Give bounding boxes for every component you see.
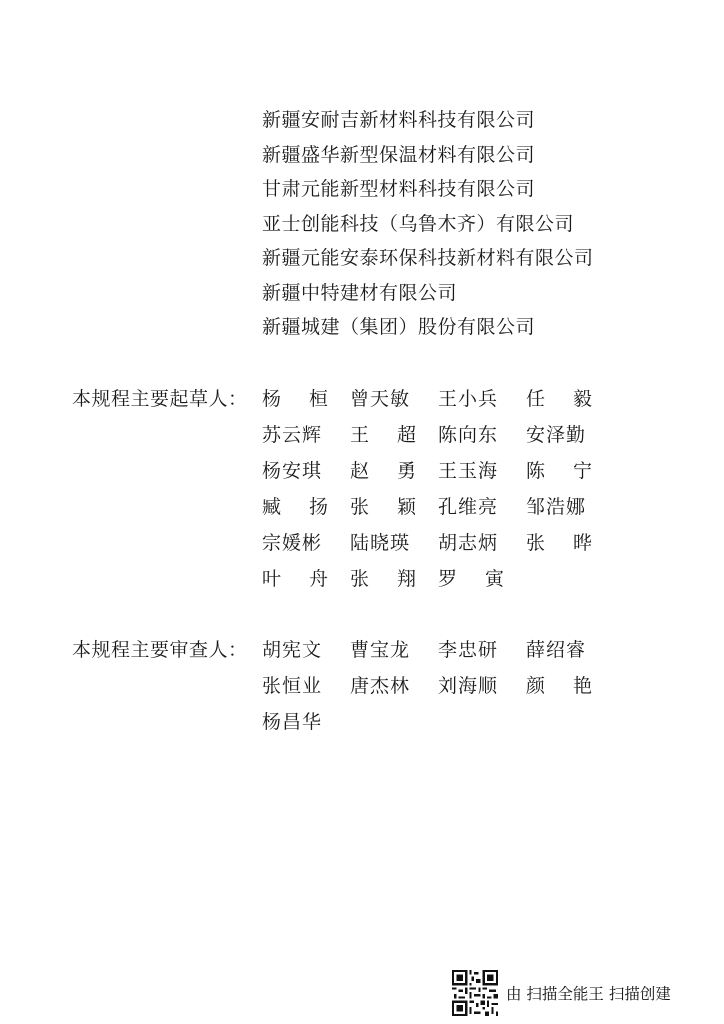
drafter-name: 臧 扬 — [262, 496, 328, 518]
company-item: 新疆中特建材有限公司 — [262, 281, 458, 304]
company-item: 新疆盛华新型保温材料有限公司 — [262, 143, 536, 166]
reviewer-name: 曹宝龙 — [350, 639, 411, 661]
reviewers-names — [262, 632, 602, 740]
company-item: 新疆安耐吉新材料科技有限公司 — [262, 109, 536, 131]
drafter-name: 张 晔 — [526, 532, 592, 554]
drafter-name: 陆晓瑛 — [350, 532, 411, 554]
company-item: 新疆城建（集团）股份有限公司 — [262, 316, 536, 338]
drafter-name: 王小兵 — [438, 388, 499, 410]
drafter-name: 邹浩娜 — [526, 496, 587, 518]
reviewer-name: 刘海顺 — [438, 675, 499, 697]
drafter-name: 苏云辉 — [262, 424, 323, 446]
drafter-name: 王玉海 — [438, 460, 499, 482]
reviewers-label: 本规程主要审查人： — [72, 639, 248, 661]
drafter-name: 孔维亮 — [438, 496, 499, 518]
reviewer-name: 杨昌华 — [262, 711, 323, 733]
qr-code-icon — [452, 970, 498, 1016]
drafter-name: 曾天敏 — [350, 388, 411, 410]
drafter-name: 杨安琪 — [262, 460, 323, 482]
drafter-name: 王 超 — [350, 424, 416, 446]
scanner-watermark — [452, 968, 671, 1018]
reviewer-name: 胡宪文 — [262, 639, 323, 661]
drafter-name: 赵 勇 — [350, 460, 416, 482]
drafter-name: 陈 宁 — [526, 460, 592, 482]
drafter-name: 任 毅 — [526, 388, 592, 410]
company-item: 亚士创能科技（乌鲁木齐）有限公司 — [262, 212, 575, 235]
company-item: 甘肃元能新型材料科技有限公司 — [262, 178, 536, 200]
drafter-name: 安泽勤 — [526, 424, 587, 446]
drafter-name: 张 翔 — [350, 568, 416, 590]
reviewer-name: 唐杰林 — [350, 675, 411, 697]
drafter-name: 罗 寅 — [438, 568, 504, 590]
drafter-name: 叶 舟 — [262, 568, 328, 590]
drafter-name: 张 颖 — [350, 496, 416, 518]
company-item: 新疆元能安泰环保科技新材料有限公司 — [262, 247, 594, 269]
participating-companies-list — [262, 103, 594, 345]
drafter-name: 杨 桓 — [262, 388, 328, 410]
drafters-label: 本规程主要起草人： — [72, 388, 248, 410]
drafter-name: 宗媛彬 — [262, 532, 323, 554]
reviewer-name: 颜 艳 — [526, 675, 592, 697]
scanner-watermark-text: 由 扫描全能王 扫描创建 — [506, 985, 671, 1003]
reviewer-name: 薛绍睿 — [526, 639, 587, 661]
reviewer-name: 李忠研 — [438, 639, 499, 661]
reviewer-name: 张恒业 — [262, 675, 323, 697]
drafter-name: 陈向东 — [438, 424, 499, 446]
drafters-names — [262, 381, 602, 597]
drafter-name: 胡志炳 — [438, 532, 499, 554]
